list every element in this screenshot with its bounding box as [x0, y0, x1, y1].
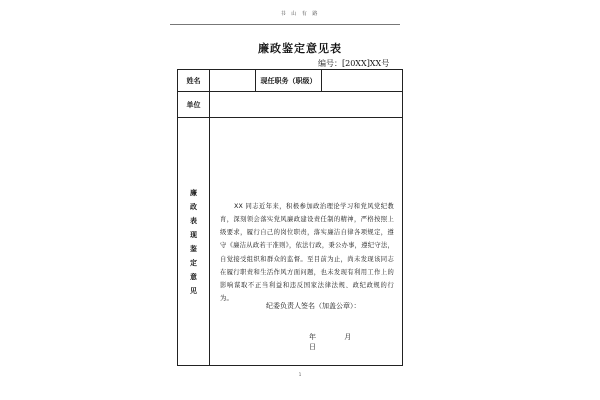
appraisal-form-table [177, 69, 403, 366]
unit-label: 单位 [178, 92, 210, 118]
opinion-label-cell [178, 118, 210, 366]
unit-value-cell[interactable] [210, 92, 403, 118]
document-title: 廉政鉴定意见表 [258, 42, 342, 55]
position-value-cell[interactable] [322, 70, 403, 92]
page-header-text: 书 山 有 路 [280, 11, 320, 17]
signature-line: 纪委负责人签名（加盖公章）： [266, 302, 361, 310]
date-month: 月 [344, 333, 352, 341]
date-year: 年 [309, 333, 316, 341]
header-rule [170, 24, 400, 25]
page-number: 1 [298, 372, 302, 377]
name-value-cell[interactable] [210, 70, 256, 92]
name-label: 姓名 [178, 70, 210, 92]
date-line [309, 332, 402, 352]
position-label: 现任职务（职级） [256, 70, 322, 92]
date-day: 日 [309, 343, 316, 351]
opinion-text: XX 同志近年来，积极参加政治理论学习和党风党纪教育，深刻领会落实党风廉政建设责任制的精神，严格按照上级要求，履行自己的岗位职责，落实廉洁自律各项规定，遵守《廉洁从政若干准则》，依法行政，秉公办事，遵纪守法，自觉接受组织和群众的监督。至目前为止，尚未发现该同志在履行职责和生活作风方面问题，也未发现有利用工作上的影响谋取不正当利益和违反国家法律法规、政纪政规的行为。 [220, 202, 394, 303]
opinion-content-cell[interactable] [210, 118, 403, 366]
opinion-label: 廉政表现鉴定意见 [190, 188, 197, 295]
document-serial-number: 编号：[20XX]XX号 [318, 59, 390, 68]
